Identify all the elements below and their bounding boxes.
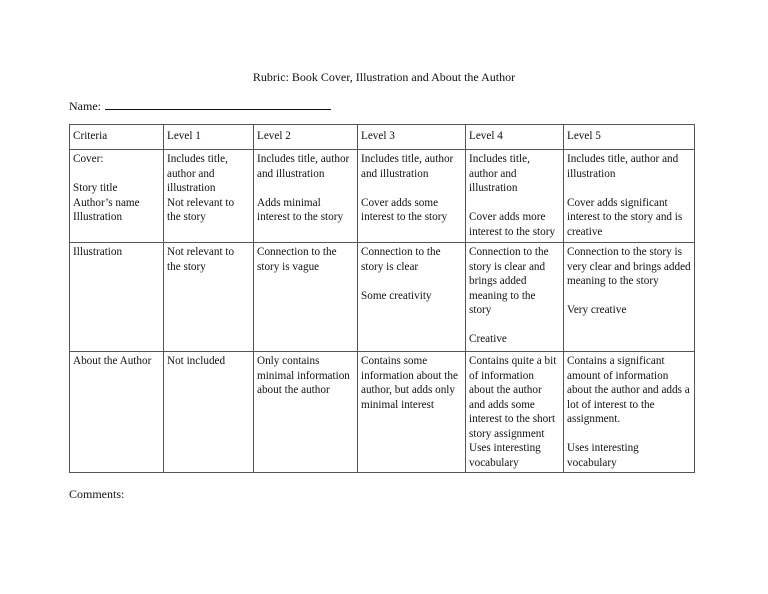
- level-1-cell: Not relevant to the story: [164, 243, 254, 352]
- table-row: [70, 352, 695, 473]
- level-4-cell: Connection to the story is clear and brings added meaning to the story Creative: [466, 243, 564, 352]
- header-level-4: Level 4: [466, 125, 564, 150]
- name-label: Name:: [69, 99, 101, 113]
- name-blank-line: [105, 97, 331, 110]
- name-field: [69, 97, 331, 114]
- header-level-2: Level 2: [254, 125, 358, 150]
- criteria-cell: Cover: Story title Author’s name Illustration: [70, 150, 164, 243]
- level-2-cell: Connection to the story is vague: [254, 243, 358, 352]
- level-2-cell: Includes title, author and illustration Adds minimal interest to the story: [254, 150, 358, 243]
- level-2-cell: Only contains minimal information about the author: [254, 352, 358, 473]
- comments-label: Comments:: [69, 487, 125, 501]
- rubric-table: [69, 124, 695, 473]
- table-row: [70, 150, 695, 243]
- level-5-cell: Includes title, author and illustration Cover adds significant interest to the story and is creative: [564, 150, 695, 243]
- header-level-3: Level 3: [358, 125, 466, 150]
- criteria-cell: Illustration: [70, 243, 164, 352]
- header-level-5: Level 5: [564, 125, 695, 150]
- level-5-cell: Connection to the story is very clear and brings added meaning to the story Very creative: [564, 243, 695, 352]
- level-3-cell: Contains some information about the author, but adds only minimal interest: [358, 352, 466, 473]
- level-3-cell: Connection to the story is clear Some creativity: [358, 243, 466, 352]
- document-title: Rubric: Book Cover, Illustration and About the Author: [252, 70, 516, 84]
- criteria-cell: About the Author: [70, 352, 164, 473]
- level-4-cell: Includes title, author and illustration Cover adds more interest to the story: [466, 150, 564, 243]
- table-row: [70, 243, 695, 352]
- level-1-cell: Not included: [164, 352, 254, 473]
- level-1-cell: Includes title, author and illustration Not relevant to the story: [164, 150, 254, 243]
- level-5-cell: Contains a significant amount of information about the author and adds a lot of interest to the assignment. Uses interesting vocabulary: [564, 352, 695, 473]
- header-row: [70, 125, 695, 150]
- header-level-1: Level 1: [164, 125, 254, 150]
- header-criteria: Criteria: [70, 125, 164, 150]
- level-3-cell: Includes title, author and illustration Cover adds some interest to the story: [358, 150, 466, 243]
- level-4-cell: Contains quite a bit of information about the author and adds some interest to the short story assignment Uses interesting vocabulary: [466, 352, 564, 473]
